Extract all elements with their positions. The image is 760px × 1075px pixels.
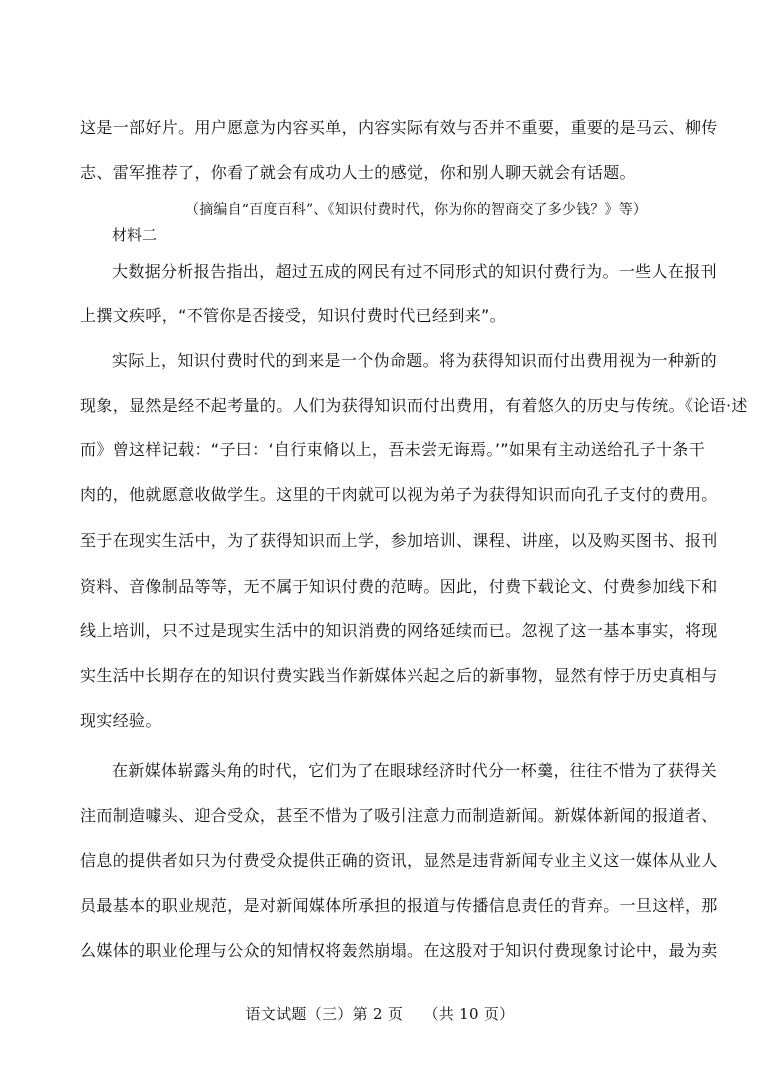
source-citation: （摘编自“百度百科”、《知识付费时代，你为你的智商交了多少钱？》等） xyxy=(185,202,648,218)
body-text-line: 上撰文疾呼，“不管你是否接受，知识付费时代已经到来”。 xyxy=(80,306,507,325)
page-footer: 语文试题（三）第 2 页 （共 10 页） xyxy=(245,1005,515,1023)
body-text-line: 至于在现实生活中，为了获得知识而上学，参加培训、课程、讲座，以及购买图书、报刊 xyxy=(80,531,718,550)
body-text-line: 这是一部好片。用户愿意为内容买单，内容实际有效与否并不重要，重要的是马云、柳传 xyxy=(80,118,718,137)
body-text-line: 而》曾这样记载：“子曰：‘自行束脩以上，吾未尝无诲焉。’”如果有主动送给孔子十条干 xyxy=(80,440,706,459)
body-text-line: 注而制造噱头、迎合受众，甚至不惜为了吸引注意力而制造新闻。新媒体新闻的报道者、 xyxy=(80,806,718,825)
body-text-line: 大数据分析报告指出，超过五成的网民有过不同形式的知识付费行为。一些人在报刊 xyxy=(112,262,717,281)
body-text-line: 在新媒体崭露头角的时代，它们为了在眼球经济时代分一杯羹，往往不惜为了获得关 xyxy=(112,761,717,780)
body-text-line: 现实经验。 xyxy=(80,711,162,730)
body-text-line: 志、雷军推荐了，你看了就会有成功人士的感觉，你和别人聊天就会有话题。 xyxy=(80,163,636,182)
body-text-line: 线上培训，只不过是现实生活中的知识消费的网络延续而已。忽视了这一基本事实，将现 xyxy=(80,621,718,640)
body-text-line: 肉的，他就愿意收做学生。这里的干肉就可以视为弟子为获得知识而向孔子支付的费用。 xyxy=(80,485,718,504)
body-text-line: 员最基本的职业规范，是对新闻媒体所承担的报道与传播信息责任的背弃。一旦这样，那 xyxy=(80,896,718,915)
body-text-line: 现象，显然是经不起考量的。人们为获得知识而付出费用，有着悠久的历史与传统。《论语·述 xyxy=(80,396,748,415)
body-text-line: 实际上，知识付费时代的到来是一个伪命题。将为获得知识而付出费用视为一种新的 xyxy=(112,351,717,370)
body-text-line: 么媒体的职业伦理与公众的知情权将轰然崩塌。在这股对于知识付费现象讨论中，最为卖 xyxy=(80,941,718,960)
section-label: 材料二 xyxy=(112,226,158,244)
body-text-line: 资料、音像制品等等，无不属于知识付费的范畴。因此，付费下载论文、付费参加线下和 xyxy=(80,577,718,596)
body-text-line: 实生活中长期存在的知识付费实践当作新媒体兴起之后的新事物，显然有悖于历史真相与 xyxy=(80,666,718,685)
body-text-line: 信息的提供者如只为付费受众提供正确的资讯，显然是违背新闻专业主义这一媒体从业人 xyxy=(80,851,718,870)
